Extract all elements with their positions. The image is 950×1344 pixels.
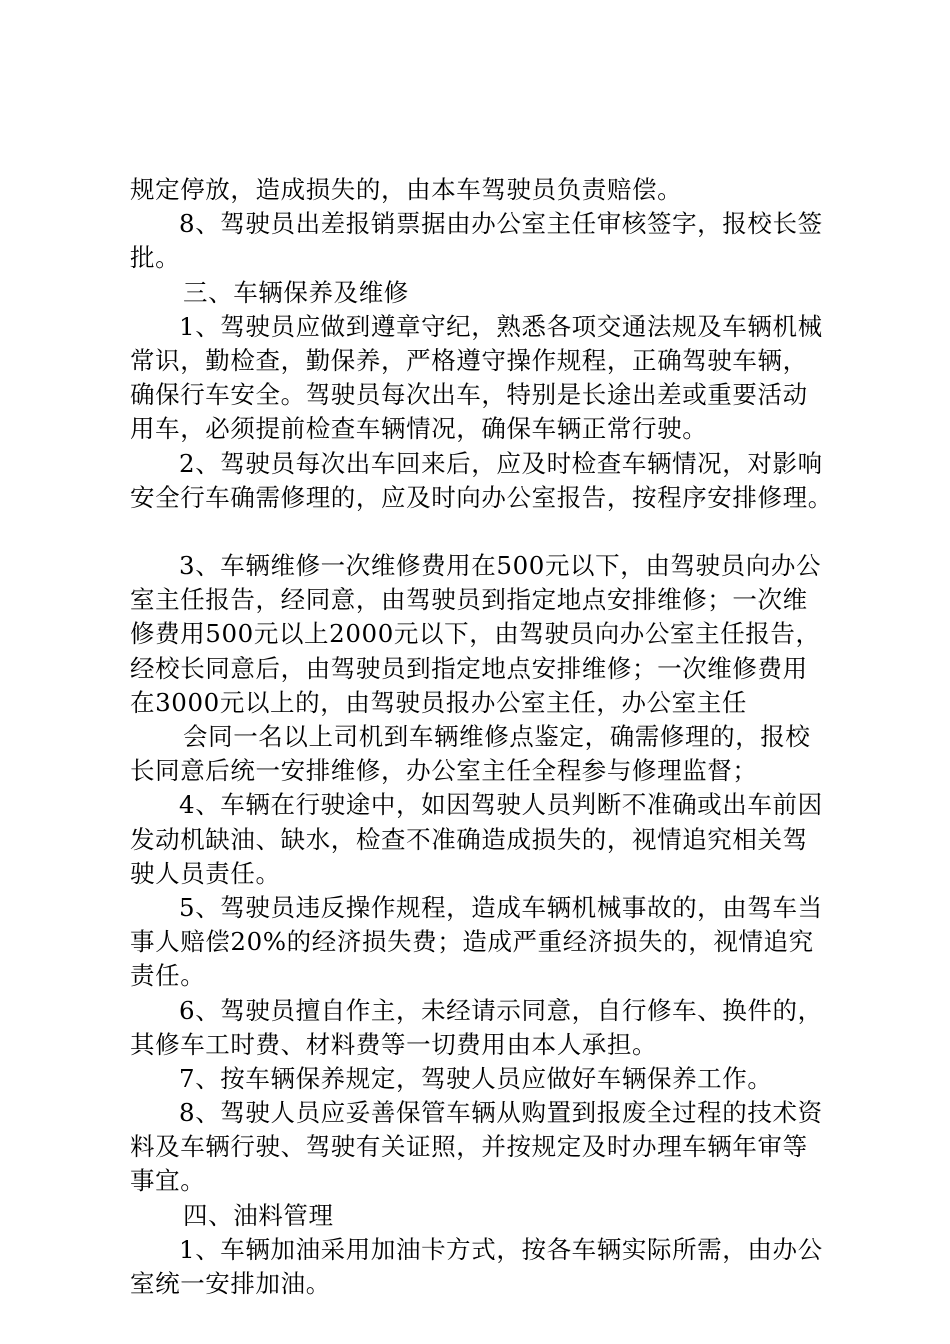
section-heading: 四、油料管理 [183, 1200, 334, 1230]
text-line: 发动机缺油、缺水，检查不准确造成损失的，视情追究相关驾 [130, 824, 808, 854]
text-line: 确保行车安全。驾驶员每次出车，特别是长途出差或重要活动 [130, 380, 808, 410]
text-line: 驶人员责任。 [130, 858, 281, 888]
section-heading: 三、车辆保养及维修 [183, 277, 409, 307]
text-line: 3、车辆维修一次维修费用在500元以下，由驾驶员向办公 [179, 551, 822, 581]
text-line: 室主任报告，经同意，由驾驶员到指定地点安排维修；一次维 [130, 585, 808, 615]
text-line: 8、驾驶员出差报销票据由办公室主任审核签字，报校长签 [179, 209, 823, 239]
document-body [130, 173, 842, 1301]
text-line: 其修车工时费、材料费等一切费用由本人承担。 [130, 1029, 658, 1059]
text-line: 规定停放，造成损失的，由本车驾驶员负责赔偿。 [130, 175, 683, 204]
text-line: 修费用500元以上2000元以下，由驾驶员向办公室主任报告， [130, 619, 821, 649]
text-line: 4、车辆在行驶途中，如因驾驶人员判断不准确或出车前因 [179, 790, 823, 820]
text-line: 室统一安排加油。 [130, 1269, 331, 1298]
text-line: 事宜。 [130, 1166, 206, 1196]
text-line: 8、驾驶人员应妥善保管车辆从购置到报废全过程的技术资 [179, 1098, 823, 1128]
paragraph-gap [130, 515, 842, 549]
text-line: 用车，必须提前检查车辆情况，确保车辆正常行驶。 [130, 414, 708, 444]
text-line: 事人赔偿20%的经济损失费；造成严重经济损失的，视情追究 [130, 927, 814, 957]
text-line: 常识，勤检查，勤保养，严格遵守操作规程，正确驾驶车辆， [130, 345, 808, 375]
text-line: 责任。 [130, 961, 206, 991]
text-line: 1、车辆加油采用加油卡方式，按各车辆实际所需，由办公 [179, 1234, 823, 1264]
text-line: 6、驾驶员擅自作主，未经请示同意，自行修车、换件的， [179, 995, 823, 1025]
text-line: 经校长同意后，由驾驶员到指定地点安排维修；一次维修费用 [130, 653, 808, 683]
text-line: 料及车辆行驶、驾驶有关证照，并按规定及时办理车辆年审等 [130, 1132, 808, 1162]
text-line: 安全行车确需修理的，应及时向办公室报告，按程序安排修理。 [130, 482, 833, 512]
text-line: 长同意后统一安排维修，办公室主任全程参与修理监督； [130, 756, 758, 786]
text-line: 5、驾驶员违反操作规程，造成车辆机械事故的，由驾车当 [179, 892, 823, 922]
text-line: 会同一名以上司机到车辆维修点鉴定，确需修理的，报校 [183, 722, 811, 751]
text-line: 1、驾驶员应做到遵章守纪，熟悉各项交通法规及车辆机械 [179, 311, 823, 341]
text-line: 在3000元以上的，由驾驶员报办公室主任，办公室主任 [130, 687, 747, 717]
text-line: 批。 [130, 243, 181, 273]
text-line: 2、驾驶员每次出车回来后，应及时检查车辆情况，对影响 [179, 448, 823, 478]
text-line: 7、按车辆保养规定，驾驶人员应做好车辆保养工作。 [179, 1063, 773, 1093]
